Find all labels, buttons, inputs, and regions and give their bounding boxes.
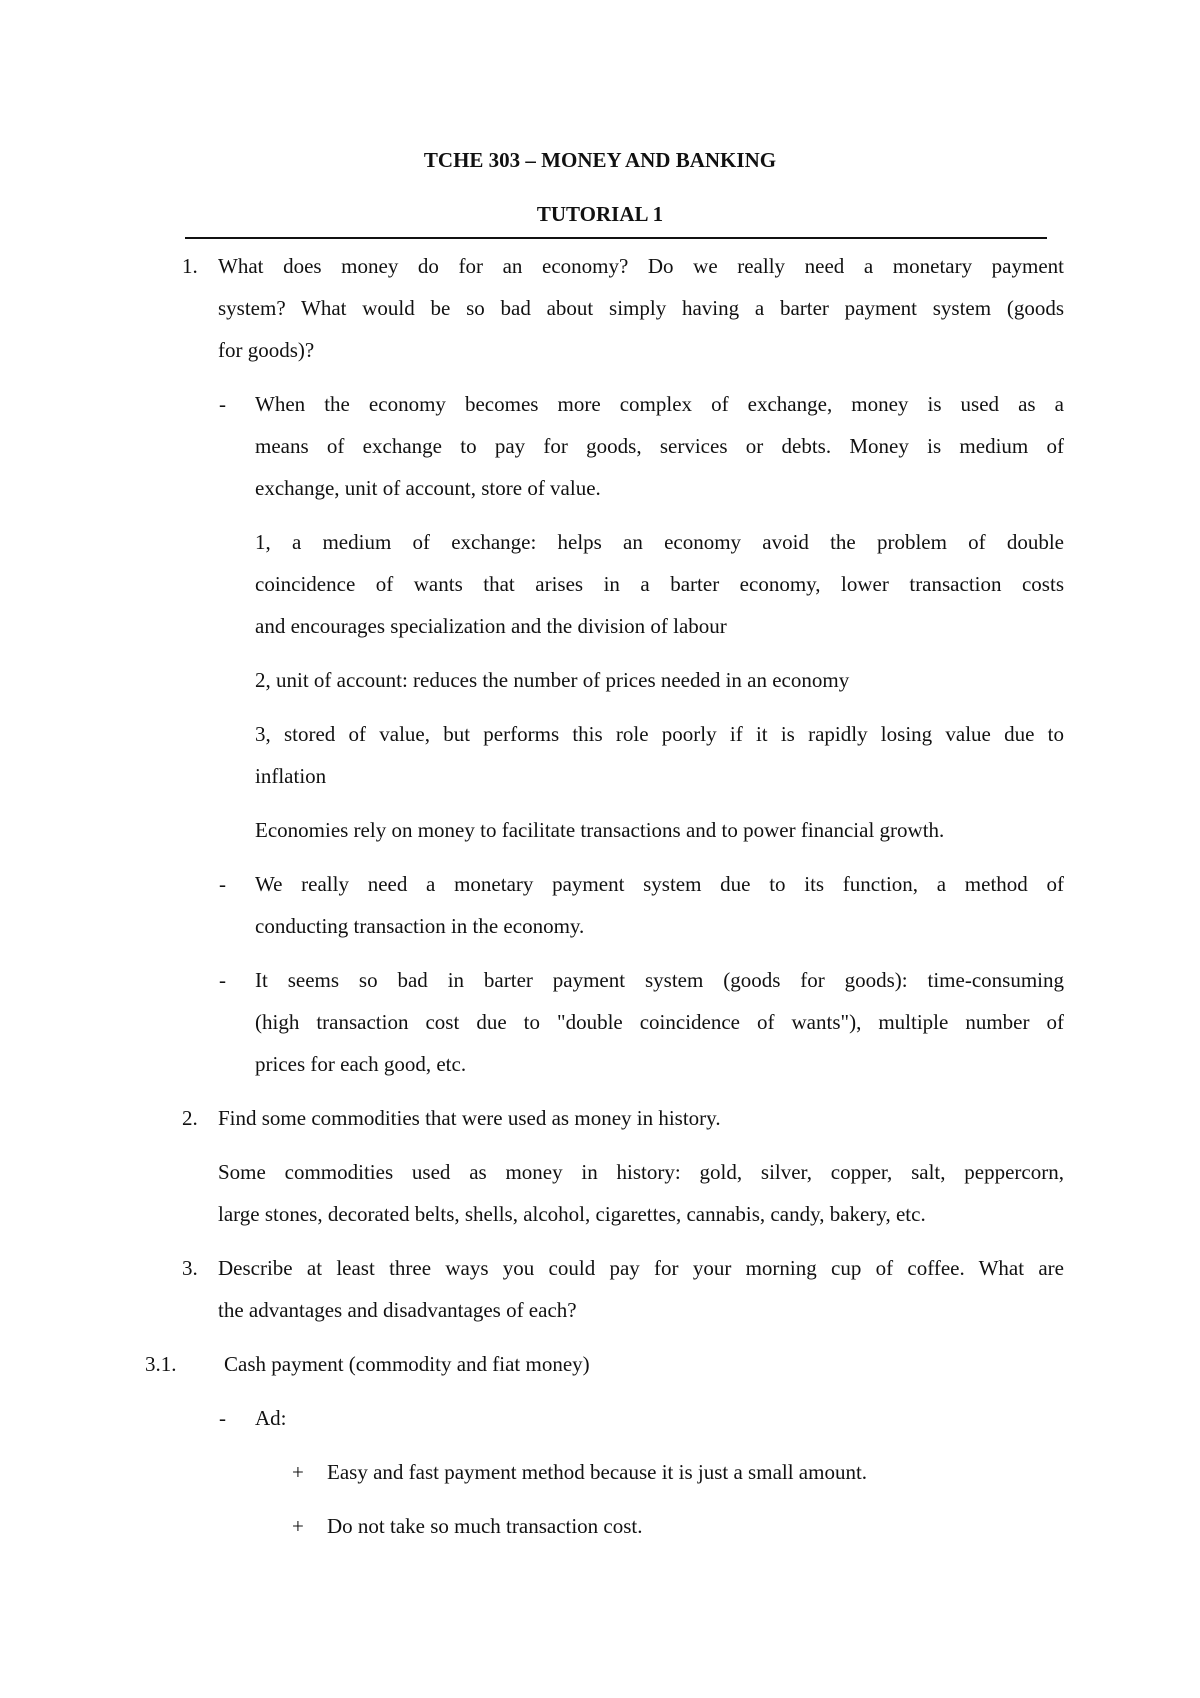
question-1-line: What does money do for an economy? Do we really need a monetary payment [218,254,1064,278]
answer-3-line: prices for each good, etc. [255,1052,467,1076]
answer-1-line: When the economy becomes more complex of exchange, money is used as a [255,392,1064,416]
answer-q2-line: large stones, decorated belts, shells, alcohol, cigarettes, cannabis, candy, bakery, etc. [218,1202,926,1226]
function-1-line: coincidence of wants that arises in a barter economy, lower transaction costs [255,572,1064,596]
answer-1-line: means of exchange to pay for goods, services or debts. Money is medium of [255,434,1064,458]
bullet-dash: - [219,1406,226,1430]
question-3-line: the advantages and disadvantages of each? [218,1298,577,1322]
question-1-number: 1. [182,254,198,278]
answer-3-line: It seems so bad in barter payment system (goods for goods): time-consuming [255,968,1064,992]
question-2-number: 2. [182,1106,198,1130]
answer-2-line: conducting transaction in the economy. [255,914,585,938]
bullet-dash: - [219,968,226,992]
bullet-dash: - [219,872,226,896]
function-1-line: 1, a medium of exchange: helps an economy avoid the problem of double [255,530,1064,554]
question-1-line: system? What would be so bad about simply having a barter payment system (goods [218,296,1064,320]
advantage-item: Easy and fast payment method because it is just a small amount. [327,1460,868,1484]
advantage-item: Do not take so much transaction cost. [327,1514,643,1538]
question-2-text: Find some commodities that were used as money in history. [218,1106,721,1130]
answer-q2-line: Some commodities used as money in history: gold, silver, copper, salt, peppercorn, [218,1160,1064,1184]
summary-line: Economies rely on money to facilitate transactions and to power financial growth. [255,818,945,842]
function-2-line: 2, unit of account: reduces the number of prices needed in an economy [255,668,850,692]
function-3-line: 3, stored of value, but performs this role poorly if it is rapidly losing value due to [255,722,1064,746]
question-3-number: 3. [182,1256,198,1280]
title-divider [185,237,1047,239]
answer-2-line: We really need a monetary payment system due to its function, a method of [255,872,1064,896]
subsection-number: 3.1. [145,1352,177,1376]
course-title: TCHE 303 – MONEY AND BANKING [423,148,777,172]
question-3-line: Describe at least three ways you could pay for your morning cup of coffee. What are [218,1256,1064,1280]
tutorial-title: TUTORIAL 1 [536,202,664,226]
bullet-dash: - [219,392,226,416]
plus-bullet: + [292,1460,304,1484]
function-1-line: and encourages specialization and the division of labour [255,614,727,638]
answer-3-line: (high transaction cost due to "double coincidence of wants"), multiple number of [255,1010,1064,1034]
function-3-line: inflation [255,764,327,788]
subsection-title: Cash payment (commodity and fiat money) [224,1352,590,1376]
question-1-line: for goods)? [218,338,315,362]
plus-bullet: + [292,1514,304,1538]
answer-1-line: exchange, unit of account, store of value. [255,476,601,500]
advantages-label: Ad: [255,1406,287,1430]
